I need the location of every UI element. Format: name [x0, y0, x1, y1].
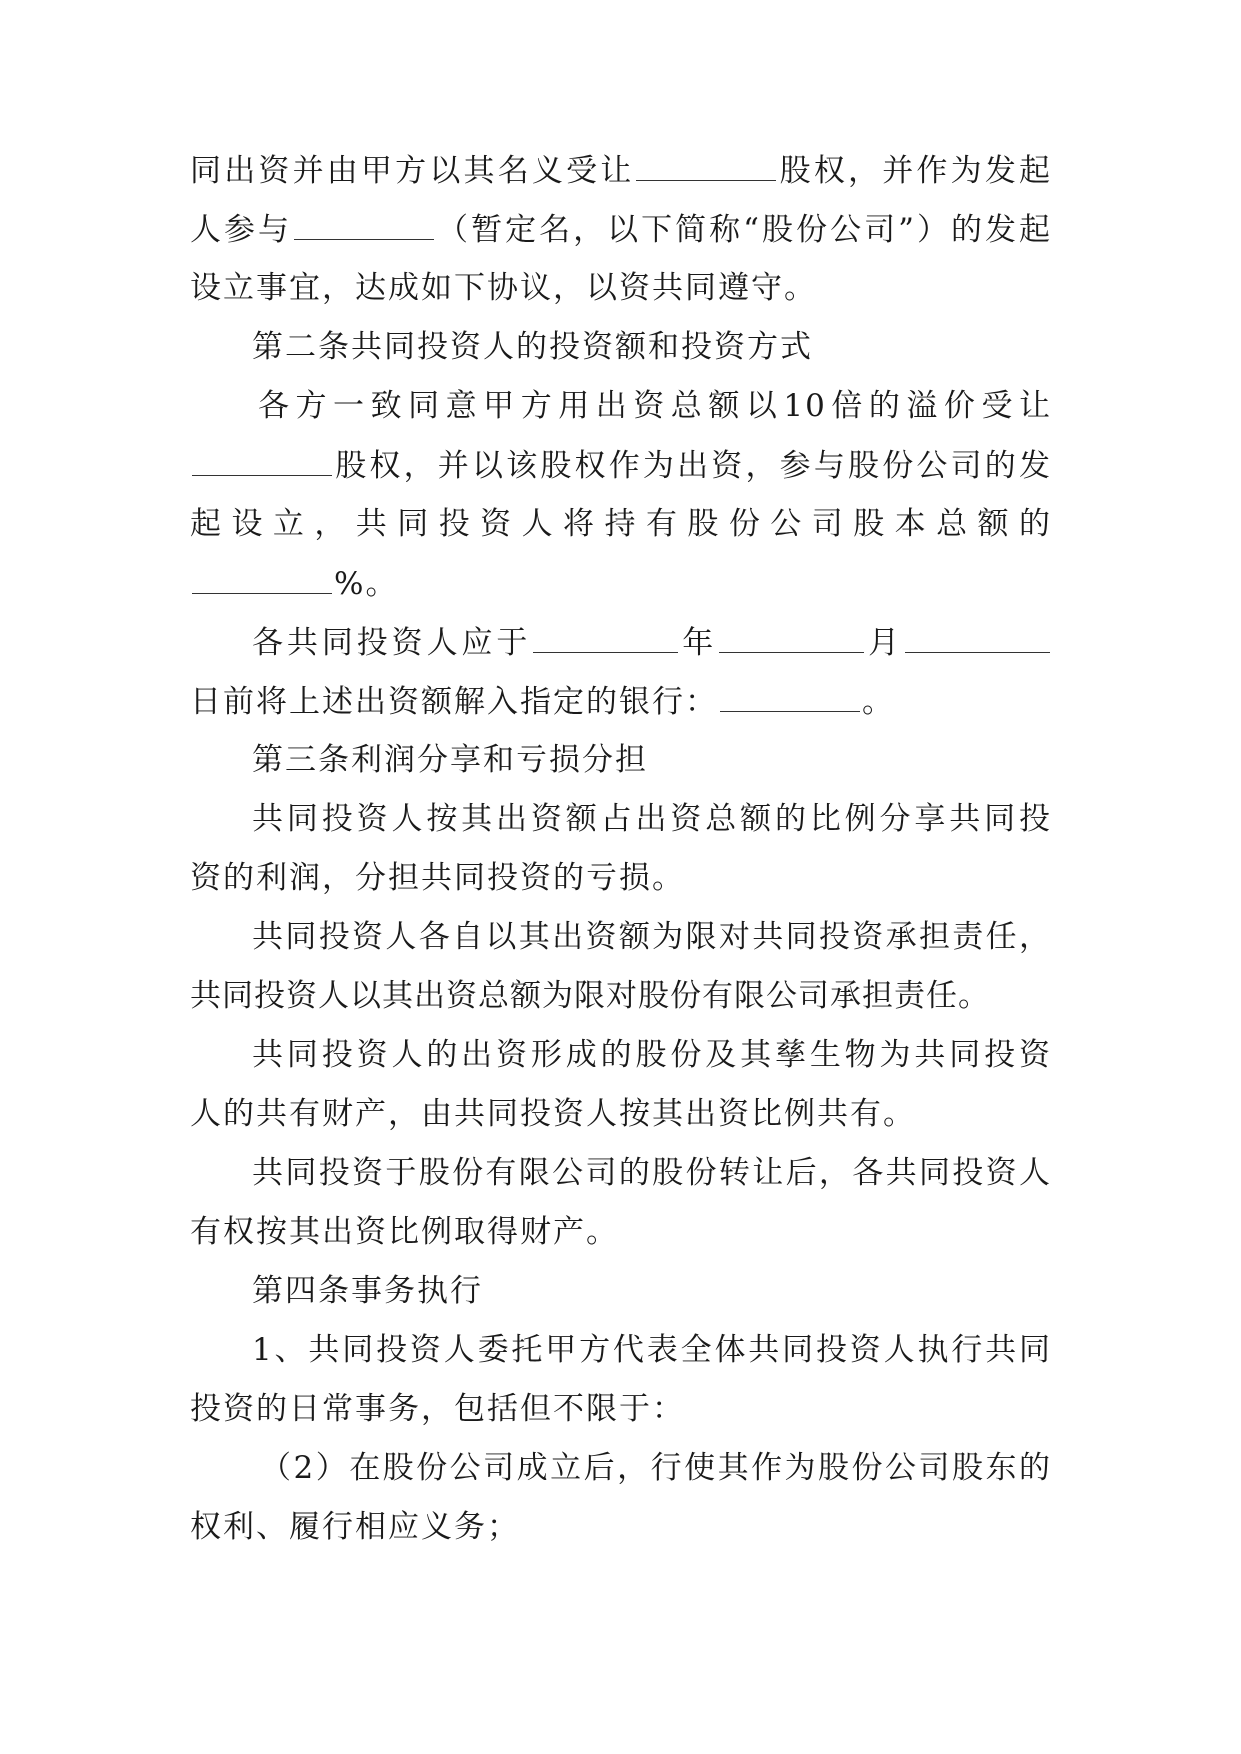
text-line-5: 各方一致同意甲方用出资总额以10倍的溢价受让 — [258, 388, 1052, 424]
text-line-3: 设立事宜，达成如下协议，以资共同遵守。 — [190, 270, 817, 306]
text-line-1 — [190, 150, 1052, 190]
text-line-9 — [190, 622, 1052, 662]
fill-blank — [636, 150, 776, 181]
fill-blank — [719, 622, 864, 653]
text-line-24: 权利、履行相应义务； — [190, 1509, 520, 1545]
text-line-22: 投资的日常事务，包括但不限于： — [190, 1391, 685, 1427]
text-line-8 — [190, 563, 1052, 603]
fill-blank — [192, 563, 332, 594]
fill-blank — [294, 209, 434, 240]
text-line-21: 1、共同投资人委托甲方代表全体共同投资人执行共同 — [252, 1332, 1052, 1368]
line-text: 年 — [680, 625, 718, 661]
text-line-2 — [190, 209, 1052, 249]
text-line-17: 人的共有财产，由共同投资人按其出资比例共有。 — [190, 1096, 916, 1132]
text-line-12: 共同投资人按其出资额占出资总额的比例分享共同投 — [252, 801, 1052, 837]
text-line-19: 有权按其出资比例取得财产。 — [190, 1214, 619, 1250]
fill-blank — [905, 622, 1050, 653]
line-text: 人参与 — [190, 212, 293, 248]
section-heading-3: 第三条利润分享和亏损分担 — [252, 742, 648, 778]
text-line-14: 共同投资人各自以其出资额为限对共同投资承担责任， — [252, 919, 1052, 955]
section-heading-2: 第二条共同投资人的投资额和投资方式 — [252, 329, 813, 365]
line-text: 。 — [862, 684, 895, 720]
text-line-13: 资的利润，分担共同投资的亏损。 — [190, 860, 685, 896]
fill-blank — [533, 622, 678, 653]
line-text: 股权，并以该股权作为出资，参与股份公司的发 — [334, 448, 1052, 484]
line-text: 股权，并作为发起 — [778, 153, 1053, 189]
line-text: 各共同投资人应于 — [252, 625, 532, 661]
text-line-18: 共同投资于股份有限公司的股份转让后，各共同投资人 — [252, 1155, 1052, 1191]
fill-blank — [192, 445, 332, 476]
text-line-15: 共同投资人以其出资总额为限对股份有限公司承担责任。 — [190, 978, 990, 1014]
text-line-23: （2）在股份公司成立后，行使其作为股份公司股东的 — [260, 1450, 1052, 1486]
line-text: （暂定名，以下简称“股份公司”）的发起 — [436, 212, 1052, 248]
line-text: 月 — [866, 625, 904, 661]
text-line-6 — [190, 445, 1052, 485]
text-line-16: 共同投资人的出资形成的股份及其孳生物为共同投资 — [252, 1037, 1052, 1073]
line-text: 日前将上述出资额解入指定的银行： — [190, 684, 718, 720]
section-heading-4: 第四条事务执行 — [252, 1273, 483, 1309]
fill-blank — [720, 681, 860, 712]
line-text: %。 — [334, 566, 399, 602]
text-line-10 — [190, 681, 1052, 721]
line-text: 同出资并由甲方以其名义受让 — [190, 153, 635, 189]
text-line-7: 起设立，共同投资人将持有股份公司股本总额的 — [190, 506, 1052, 542]
